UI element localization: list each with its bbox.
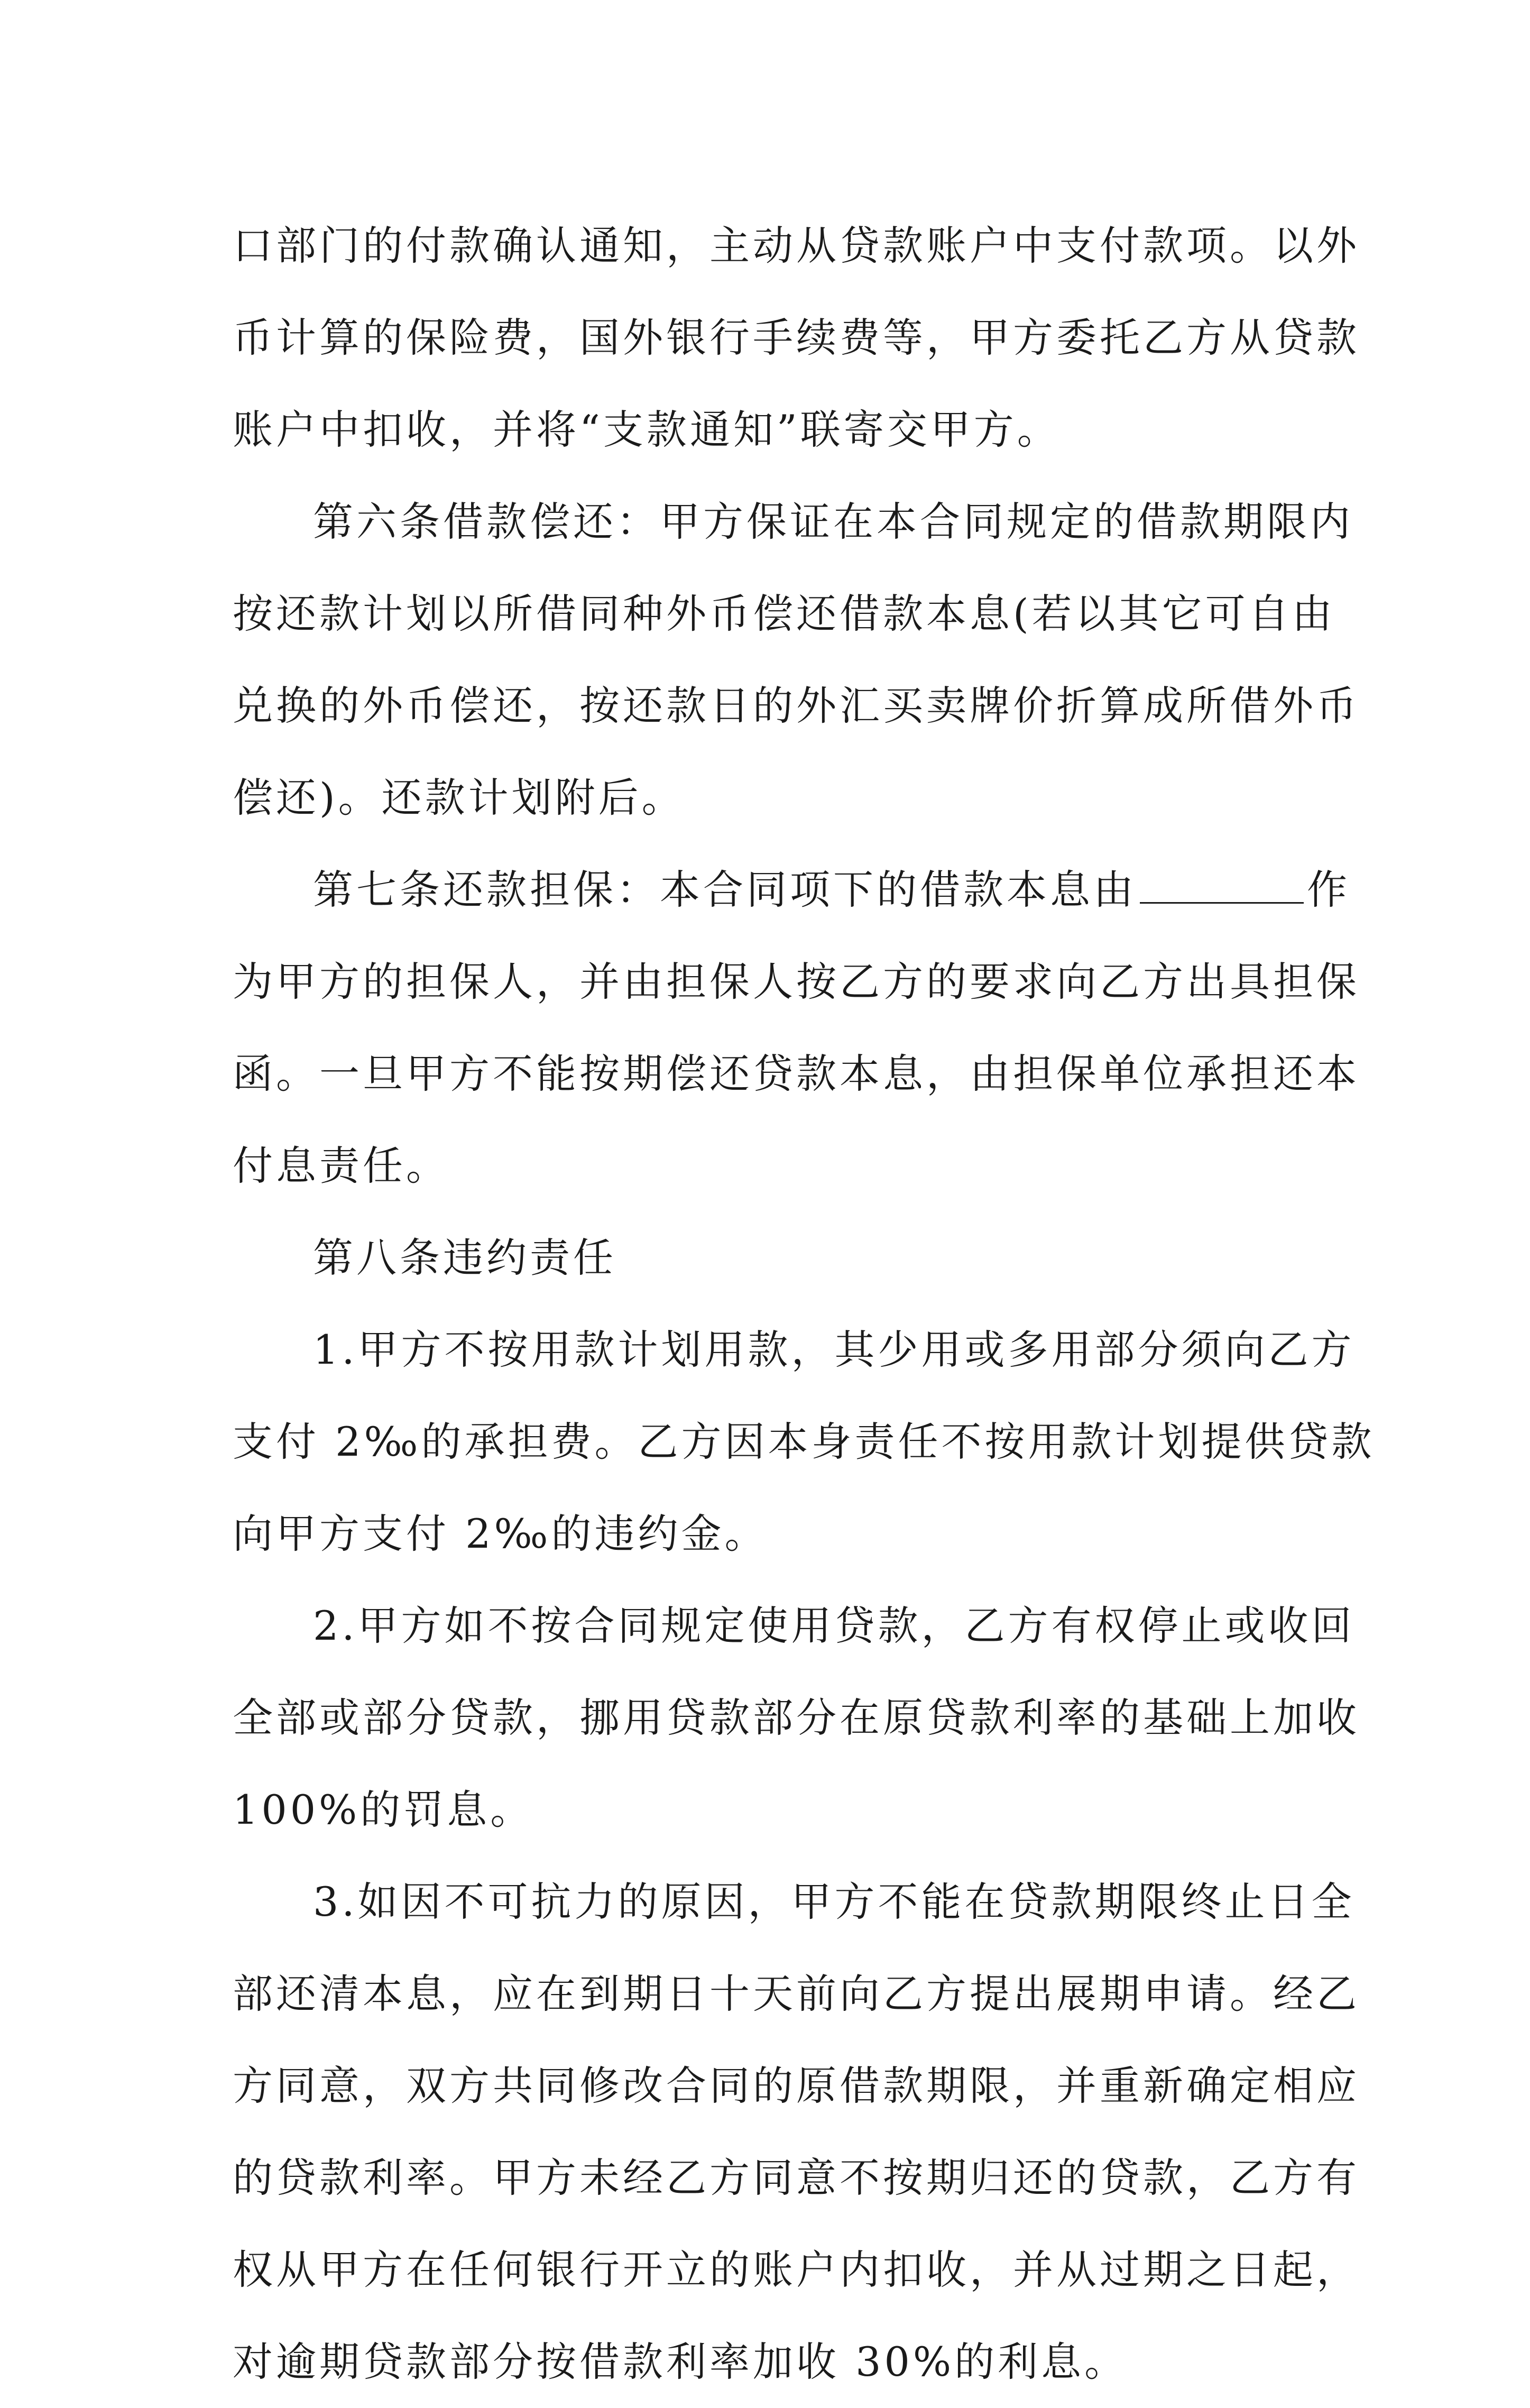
clause-2-line: 2.甲方如不按合同规定使用贷款，乙方有权停止或收回 [313,1602,1355,1649]
article-6-heading-line: 第六条借款偿还：甲方保证在本合同规定的借款期限内 [313,498,1353,545]
text-line: 付息责任。 [233,1142,449,1189]
clause-3-line: 3.如因不可抗力的原因，甲方不能在贷款期限终止日全 [313,1878,1355,1925]
document-body [233,200,1375,2408]
text-line: 币计算的保险费，国外银行手续费等，甲方委托乙方从贷款 [233,314,1360,361]
text-line: 偿还)。还款计划附后。 [233,774,685,821]
article-8-heading: 第八条违约责任 [313,1234,616,1281]
article-7-text-before-blank: 第七条还款担保：本合同项下的借款本息由 [313,866,1137,913]
text-line: 口部门的付款确认通知，主动从贷款账户中支付款项。以外 [233,222,1360,269]
text-line: 函。一旦甲方不能按期偿还贷款本息，由担保单位承担还本 [233,1050,1360,1097]
text-line: 部还清本息，应在到期日十天前向乙方提出展期申请。经乙 [233,1970,1360,2017]
text-line: 支付 2‰的承担费。乙方因本身责任不按用款计划提供贷款 [233,1418,1375,1465]
clause-1-line: 1.甲方不按用款计划用款，其少用或多用部分须向乙方 [313,1326,1355,1373]
text-line: 的贷款利率。甲方未经乙方同意不按期归还的贷款，乙方有 [233,2154,1360,2201]
text-line: 权从甲方在任何银行开立的账户内扣收，并从过期之日起， [233,2246,1360,2293]
article-7-text-after-blank: 作 [1307,866,1350,913]
article-7-heading-line [233,844,1350,936]
text-line: 兑换的外币偿还，按还款日的外汇买卖牌价折算成所借外币 [233,682,1360,729]
text-line: 账户中扣收，并将“支款通知”联寄交甲方。 [233,406,1061,453]
text-line: 向甲方支付 2‰的违约金。 [233,1510,768,1557]
text-line: 为甲方的担保人，并由担保人按乙方的要求向乙方出具担保 [233,958,1360,1005]
text-line: 对逾期贷款部分按借款利率加收 30%的利息。 [233,2338,1128,2385]
text-line: 全部或部分贷款，挪用贷款部分在原贷款利率的基础上加收 [233,1694,1360,1741]
text-line: 按还款计划以所借同种外币偿还借款本息(若以其它可自由 [233,590,1335,637]
text-line: 方同意，双方共同修改合同的原借款期限，并重新确定相应 [233,2062,1360,2109]
text-line: 100%的罚息。 [233,1786,534,1833]
guarantor-blank-field [1140,867,1304,904]
